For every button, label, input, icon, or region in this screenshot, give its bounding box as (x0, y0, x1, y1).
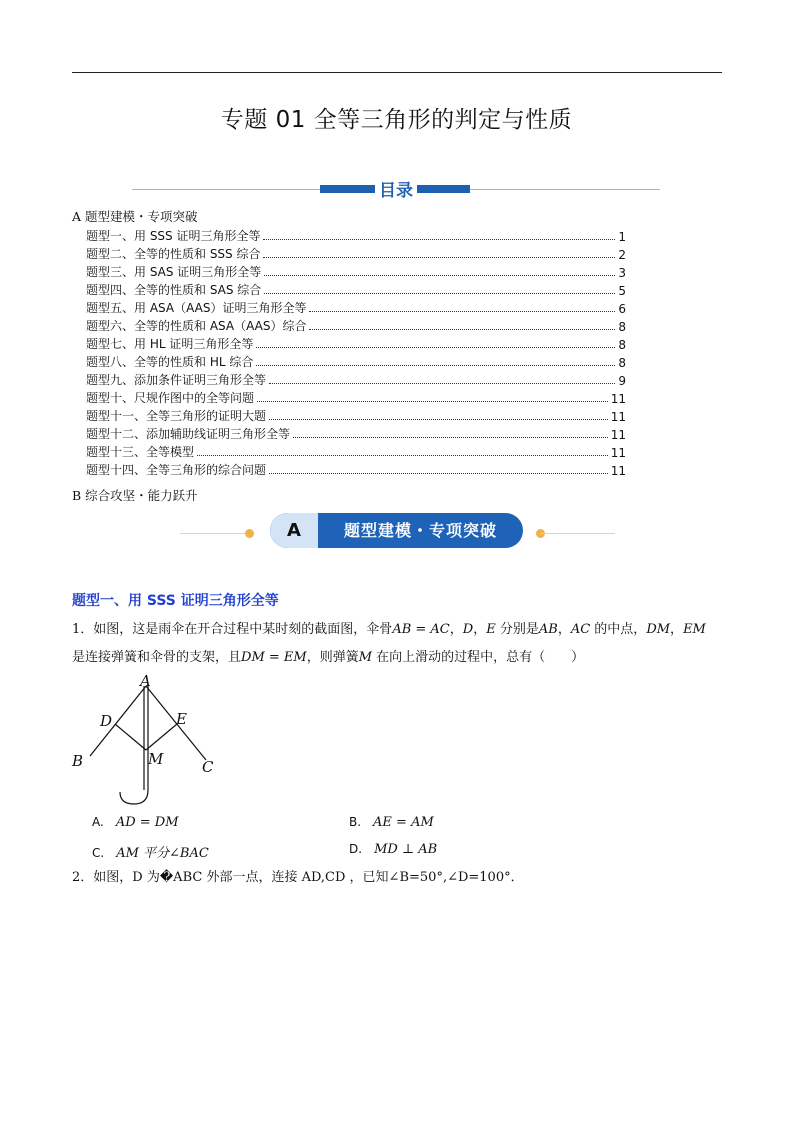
q2-body: 如图，D 为�ABC 外部一点，连接 AD,CD ，已知∠B=50°,∠D=100°． (93, 870, 524, 885)
option-b[interactable] (349, 815, 434, 830)
toc-entry-page: 8 (618, 320, 626, 334)
toc-entry[interactable] (86, 280, 626, 298)
toc-leader-dots (263, 257, 615, 258)
toc-entry-label: 题型十一、全等三角形的证明大题 (86, 409, 267, 423)
rib-ab (90, 686, 146, 756)
toc-entry-label: 题型一、用 SSS 证明三角形全等 (86, 229, 261, 243)
toc-entry-label: 题型六、全等的性质和 ASA（AAS）综合 (86, 319, 307, 333)
toc-entry-page: 11 (610, 464, 626, 478)
label-c: C (202, 758, 214, 776)
toc-entry-label: 题型十三、全等模型 (86, 445, 195, 459)
toc-leader-dots (309, 329, 615, 330)
banner-line-right (540, 533, 615, 534)
q1-number: 1 (72, 622, 81, 637)
toc-entry-label: 题型四、全等的性质和 SAS 综合 (86, 283, 262, 297)
toc-leader-dots (293, 437, 608, 438)
toc-entry[interactable] (86, 388, 626, 406)
toc-entry-page: 8 (618, 338, 626, 352)
toc-entry-page: 1 (618, 230, 626, 244)
toc-leader-dots (269, 473, 608, 474)
option-c[interactable] (92, 842, 209, 861)
toc-entry-label: 题型十二、添加辅助线证明三角形全等 (86, 427, 291, 441)
toc-entry-page: 5 (618, 284, 626, 298)
option-key: B. (349, 815, 362, 829)
toc-leader-dots (256, 365, 615, 366)
q1-math: EM (683, 622, 706, 637)
toc-entry[interactable] (86, 244, 626, 262)
q1-text: ， (557, 622, 571, 637)
toc-entry-label: 题型十四、全等三角形的综合问题 (86, 463, 267, 477)
q1-text: 如图，这是雨伞在开合过程中某时刻的截面图，伞骨 (93, 622, 393, 637)
q2-number: 2 (72, 870, 81, 885)
section-banner (270, 513, 523, 548)
option-text: AE = AM (373, 815, 434, 830)
label-d: D (100, 712, 113, 730)
toc-entry[interactable] (86, 226, 626, 244)
strut-em (146, 724, 177, 750)
q1-text: 分别是 (495, 622, 539, 637)
toc-entry[interactable] (86, 352, 626, 370)
banner-text: 题型建模・专项突破 (343, 521, 497, 540)
q1-math: DM = EM (241, 650, 307, 665)
toc-entry[interactable] (86, 316, 626, 334)
q1-math: DM (646, 622, 671, 637)
toc-entry[interactable] (86, 370, 626, 388)
toc-entry-page: 11 (610, 392, 626, 406)
toc-entry[interactable] (86, 442, 626, 460)
toc-leader-dots (309, 311, 615, 312)
label-b: B (72, 752, 84, 770)
q1-text: 是连接弹簧和伞骨的支架，且 (72, 650, 242, 665)
q1-math: AB (538, 622, 558, 637)
toc-accent-right (417, 185, 470, 193)
q1-text: ， (473, 622, 487, 637)
toc-entry[interactable] (86, 406, 626, 424)
toc-leader-dots (264, 275, 615, 276)
handle (120, 790, 148, 804)
banner-dot-left (245, 529, 254, 538)
q1-math: E (486, 622, 496, 637)
q1-text: 在向上滑动的过程中，总有（ ） (372, 650, 585, 665)
toc-leader-dots (256, 347, 615, 348)
toc-leader-dots (269, 383, 615, 384)
label-m: M (148, 750, 164, 768)
toc-entry-label: 题型二、全等的性质和 SSS 综合 (86, 247, 261, 261)
strut-dm (115, 724, 146, 750)
toc-entry-page: 11 (610, 446, 626, 460)
q1-math: AB = AC (392, 622, 450, 637)
label-a: A (140, 672, 151, 690)
toc-entry-label: 题型三、用 SAS 证明三角形全等 (86, 265, 262, 279)
option-d[interactable] (349, 842, 437, 857)
toc-entry-page: 8 (618, 356, 626, 370)
toc-entry-label: 题型十、尺规作图中的全等问题 (86, 391, 255, 405)
toc-entry-label: 题型五、用 ASA（AAS）证明三角形全等 (86, 301, 307, 315)
q1-text: ， (670, 622, 684, 637)
option-text: AD = DM (115, 815, 179, 830)
q1-text: ， (449, 622, 463, 637)
toc-leader-dots (257, 401, 608, 402)
option-key: D. (349, 842, 363, 856)
toc-entry-page: 9 (618, 374, 626, 388)
toc-entry-page: 3 (618, 266, 626, 280)
banner-letter: A (270, 513, 318, 548)
option-text: AM 平分∠BAC (116, 846, 209, 861)
question-1-text: 1．如图，这是雨伞在开合过程中某时刻的截面图，伞骨AB = AC，D，E 分别是AB，AC 的中点，DM，EM 是连接弹簧和伞骨的支架，且DM = EM，则弹簧M 在向上滑动的过程中，总有（ ） (72, 622, 706, 665)
banner-line-left (180, 533, 250, 534)
toc-entry-page: 11 (610, 410, 626, 424)
toc-leader-dots (264, 293, 615, 294)
toc-entry[interactable] (86, 334, 626, 352)
q1-math: M (358, 650, 373, 665)
q1-math: D (462, 622, 474, 637)
toc-leader-dots (269, 419, 608, 420)
q1-text: 的中点， (590, 622, 647, 637)
toc-leader-dots (263, 239, 615, 240)
toc-entry[interactable] (86, 424, 626, 442)
toc-entry-label: 题型九、添加条件证明三角形全等 (86, 373, 267, 387)
page-title: 专题 01 全等三角形的判定与性质 (220, 107, 573, 133)
header-rule (72, 72, 722, 73)
toc-leader-dots (197, 455, 608, 456)
section-heading: 题型一、用 SSS 证明三角形全等 (72, 593, 279, 609)
toc-section-a[interactable]: A 题型建模・专项突破 (72, 209, 198, 224)
toc-entry-label: 题型八、全等的性质和 HL 综合 (86, 355, 254, 369)
toc-divider-right (470, 189, 660, 190)
toc-entry-page: 11 (610, 428, 626, 442)
label-e: E (176, 710, 187, 728)
toc-section-b[interactable]: B 综合攻坚・能力跃升 (72, 488, 198, 503)
toc-entry-label: 题型七、用 HL 证明三角形全等 (86, 337, 254, 351)
question-2-text: 2．如图，D 为�ABC 外部一点，连接 AD,CD ，已知∠B=50°,∠D=100°． (72, 870, 524, 885)
q1-text: ，则弹簧 (306, 650, 359, 665)
toc-entry[interactable] (86, 262, 626, 280)
toc-entry[interactable] (86, 460, 626, 478)
toc-heading: 目录 (379, 181, 413, 201)
option-text: MD ⊥ AB (374, 842, 438, 857)
toc-accent-left (320, 185, 375, 193)
umbrella-figure (68, 670, 228, 810)
option-key: C. (92, 846, 105, 860)
toc-entry-page: 2 (618, 248, 626, 262)
toc-entry-page: 6 (618, 302, 626, 316)
toc-entry[interactable] (86, 298, 626, 316)
q1-math: AC (570, 622, 591, 637)
toc-divider-left (132, 189, 320, 190)
option-key: A. (92, 815, 104, 829)
option-a[interactable] (92, 815, 179, 830)
